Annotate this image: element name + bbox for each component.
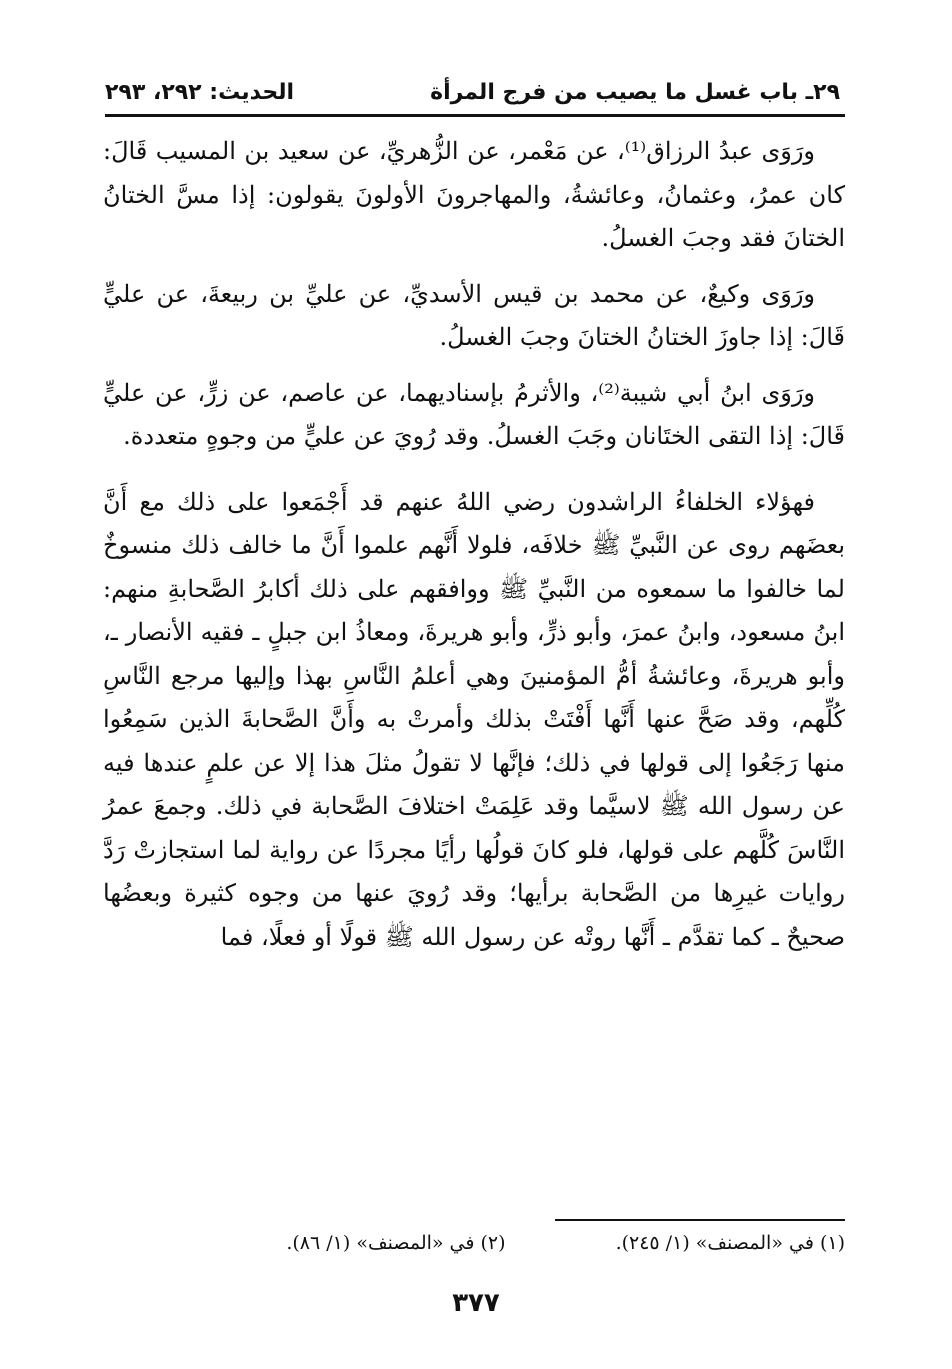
footnote-1: (١) في «المصنف» (١/ ٢٤٥).: [615, 1232, 845, 1254]
main-text: [103, 130, 845, 959]
paragraph-3: ورَوَى ابنُ أبي شيبة⁽²⁾، والأثرمُ بإسناديهما، عن عاصم، عن زرٍّ، عن عليٍّ قَالَ: إذا التقى الختَانان وجَبَ الغسلُ. وقد رُويَ عن عليٍّ من وجوهٍ متعددة.: [103, 378, 845, 450]
header-divider: [105, 114, 845, 117]
paragraph-2: ورَوَى وكيعٌ، عن محمد بن قيس الأسديِّ، عن عليِّ بن ربيعةَ، عن عليٍّ قَالَ: إذا جاوزَ الختانُ الختانَ وجبَ الغسلُ.: [103, 279, 845, 351]
paragraph-4: فهؤلاء الخلفاءُ الراشدون رضي اللهُ عنهم قد أَجْمَعوا على ذلك مع أَنَّ بعضَهم روى عن النَّبيِّ ﷺ خلافَه، فلولا أَنَّهم علموا أَنَّ ما خالف ذلك منسوخٌ لما خالفوا ما سمعوه من النَّبيِّ ﷺ ووافقهم على ذلك أكابرُ الصَّحابةِ منهم: ابنُ مسعود، وابنُ عمرَ، وأبو ذرٍّ، وأبو هريرةَ، ومعاذُ ابن جبلٍ ـ فقيه الأنصار ـ، وأبو هريرةَ، وعائشةُ أمُّ المؤمنينَ وهي أعلمُ النَّاسِ بهذا وإليها مرجع النَّاسِ كُلِّهم، وقد صَحَّ عنها أَنَّها أَفْتَتْ بذلك وأمرتْ به وأَنَّ الصَّحابةَ الذين سَمِعُوا منها رَجَعُوا إلى قولها في ذلك؛ فإنَّها لا تقولُ مثلَ هذا إلا عن علمٍ عندها فيه عن رسول الله ﷺ لاسيَّما وقد عَلِمَتْ اختلافَ الصَّحابة في ذلك. وجمعَ عمرُ النَّاسَ كُلَّهم على قولها، فلو كانَ قولُها رأيًا مجردًا عن رواية لما استجازتْ رَدَّ روايات غيرِها من الصَّحابة برأيها؛ وقد رُويَ عنها من وجوه كثيرة وبعضُها صحيحٌ ـ كما تقدَّم ـ أَنَّها روتْه عن رسول الله ﷺ قولًا أو فعلًا، فما: [103, 487, 845, 951]
footnote-2: (٢) في «المصنف» (١/ ٨٦).: [286, 1232, 506, 1254]
page-number: ٣٧٧: [452, 1288, 500, 1318]
paragraph-1: ورَوَى عبدُ الرزاق⁽¹⁾، عن مَعْمر، عن الزُّهريِّ، عن سعيد بن المسيب قَالَ: كان عمرُ، وعثمانُ، وعائشةُ، والمهاجرونَ الأولونَ يقولون: إذا مسَّ الختانُ الختانَ فقد وجبَ الغسلُ.: [103, 137, 845, 252]
footnotes: [230, 1232, 845, 1264]
chapter-title: ٢٩ـ باب غسل ما يصيب من فرج المرأة: [430, 79, 840, 105]
hadith-numbers: الحديث: ٢٩٢، ٢٩٣: [105, 79, 294, 105]
footnote-divider: [555, 1219, 845, 1221]
running-header: [105, 72, 840, 112]
